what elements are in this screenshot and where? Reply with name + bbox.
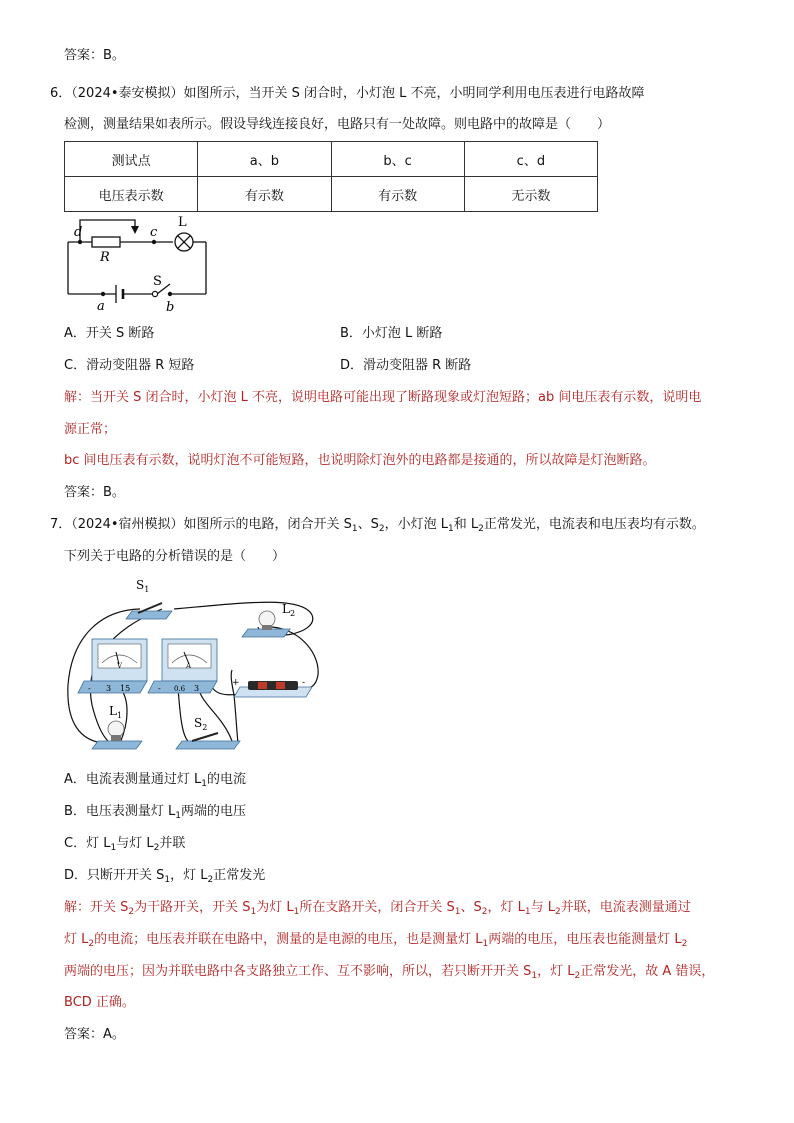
text: 、S: [357, 517, 379, 532]
v-tick-15: 15: [120, 684, 131, 693]
text: 灯 L: [64, 932, 89, 947]
q6-circuit-diagram: [60, 212, 220, 316]
subscript: 1: [250, 907, 257, 917]
q6-solution-line2: 源正常；: [64, 422, 117, 437]
subscript: 2: [478, 524, 484, 534]
subscript: 2: [128, 907, 135, 917]
text: ，小灯泡 L: [384, 517, 449, 532]
text: 正常发光: [213, 868, 266, 883]
subscript: 2: [481, 907, 488, 917]
q7-solution-line3: [64, 962, 714, 982]
subscript: 2: [207, 875, 214, 885]
q6-measurement-table: [64, 141, 598, 212]
subscript: 2: [153, 843, 160, 853]
text: 与灯 L: [116, 836, 154, 851]
table-cell: a、b: [198, 142, 331, 177]
battery-minus: -: [302, 678, 306, 688]
text: A．电流表测量通过灯 L: [64, 772, 202, 787]
battery-plus: +: [232, 678, 240, 688]
label-b: b: [166, 300, 175, 315]
subscript: 1: [293, 907, 300, 917]
q6-stem-line2: 检测，测量结果如表所示。假设导线连接良好，电路只有一处故障。则电路中的故障是（ ）: [64, 117, 611, 132]
q7-solution-line4: BCD 正确。: [64, 995, 135, 1010]
q7-option-c: [64, 834, 185, 854]
text: ，灯 L: [537, 964, 575, 979]
subscript: 2: [681, 939, 688, 949]
table-cell: 无示数: [464, 177, 597, 212]
label-v: V: [117, 662, 123, 670]
subscript: 1: [116, 711, 123, 720]
q6-option-d: D．滑动变阻器 R 断路: [340, 358, 472, 373]
subscript: 1: [175, 811, 182, 821]
label-l1: [109, 704, 122, 720]
voltmeter: [78, 639, 147, 693]
text: 为灯 L: [256, 900, 294, 915]
label-d: d: [74, 225, 83, 240]
text: 7．（2024•宿州模拟）如图所示的电路，闭合开关 S: [50, 517, 352, 532]
subscript: 2: [574, 971, 581, 981]
ammeter: [148, 639, 217, 693]
slider-arrowhead: [131, 226, 139, 234]
q7-option-d: [64, 866, 265, 886]
text: 与 L: [530, 900, 556, 915]
text: S: [194, 716, 203, 730]
subscript: 1: [351, 524, 358, 534]
table-cell: 有示数: [198, 177, 331, 212]
label-s1: [136, 578, 149, 594]
text: ，灯 L: [170, 868, 208, 883]
subscript: 1: [524, 907, 531, 917]
table-cell: c、d: [464, 142, 597, 177]
subscript: 2: [202, 723, 208, 732]
text: C．灯 L: [64, 836, 111, 851]
table-row: [65, 142, 598, 177]
text: B．电压表测量灯 L: [64, 804, 176, 819]
subscript: 2: [378, 524, 385, 534]
table-cell: 有示数: [331, 177, 464, 212]
text: 正常发光，故 A 错误，: [580, 964, 715, 979]
table-cell: 测试点: [65, 142, 198, 177]
text: 并联，电流表测量通过: [560, 900, 691, 915]
subscript: 2: [88, 939, 95, 949]
v-tick-minus: -: [88, 684, 91, 693]
v-tick-3: 3: [106, 684, 112, 693]
text: 正常发光，电流表和电压表均有示数。: [483, 517, 705, 532]
subscript: 1: [144, 585, 150, 594]
subscript: 1: [482, 939, 489, 949]
label-L: L: [178, 215, 187, 230]
q7-stem-line2: 下列关于电路的分析错误的是（ ）: [64, 549, 286, 564]
q6-option-a: A．开关 S 断路: [64, 326, 155, 341]
label-R: R: [100, 250, 110, 265]
label-a-meter: A: [186, 662, 192, 670]
text: 两端的电压: [181, 804, 247, 819]
text: 并联: [159, 836, 186, 851]
text: D．只断开开关 S: [64, 868, 165, 883]
text: S: [136, 578, 145, 592]
table-row: [65, 177, 598, 212]
q6-solution-line3: bc 间电压表有示数，说明灯泡不可能短路，也说明除灯泡外的电路都是接通的，所以故障是灯泡断路。: [64, 453, 656, 468]
text: ，灯 L: [487, 900, 525, 915]
q7-solution-line2: [64, 930, 687, 950]
q7-solution-line1: [64, 898, 691, 918]
text: L: [282, 602, 290, 616]
text: 两端的电压，电压表也能测量灯 L: [488, 932, 682, 947]
subscript: 1: [110, 843, 117, 853]
battery: [232, 678, 312, 697]
q7-answer: 答案：A。: [64, 1027, 125, 1042]
text: 解：开关 S: [64, 900, 129, 915]
subscript: 1: [201, 779, 208, 789]
subscript: 1: [454, 907, 461, 917]
q7-option-a: [64, 770, 246, 790]
label-a: a: [97, 299, 105, 314]
q6-option-c: C．滑动变阻器 R 短路: [64, 358, 195, 373]
table-cell: 电压表示数: [65, 177, 198, 212]
q6-option-b: B．小灯泡 L 断路: [340, 326, 443, 341]
q6-solution-line1: 解：当开关 S 闭合时，小灯泡 L 不亮，说明电路可能出现了断路现象或灯泡短路；ab 间电压表有示数，说明电: [64, 390, 702, 405]
subscript: 1: [164, 875, 171, 885]
text: L: [109, 704, 117, 718]
subscript: 2: [289, 609, 296, 618]
text: 所在支路开关，闭合开关 S: [299, 900, 455, 915]
text: 、S: [460, 900, 482, 915]
subscript: 2: [555, 907, 561, 917]
subscript: 1: [448, 524, 454, 534]
label-c: c: [150, 225, 158, 240]
a-tick-3: 3: [194, 684, 200, 693]
q7-circuit-picture: [62, 575, 328, 760]
text: 两端的电压；因为并联电路中各支路独立工作、互不影响，所以，若只断开开关 S: [64, 964, 532, 979]
q7-option-b: [64, 802, 246, 822]
a-tick-minus: -: [158, 684, 161, 693]
text: 的电流；电压表并联在电路中，测量的是电源的电压，也是测量灯 L: [94, 932, 483, 947]
q7-stem-line1: [50, 515, 705, 535]
prev-answer: 答案：B。: [64, 48, 125, 63]
text: 的电流: [207, 772, 247, 787]
label-s2: [194, 716, 207, 732]
q6-stem-line1: 6．（2024•泰安模拟）如图所示，当开关 S 闭合时，小灯泡 L 不亮，小明同学利用电压表进行电路故障: [50, 86, 645, 101]
a-tick-06: 0.6: [174, 685, 186, 693]
q6-answer: 答案：B。: [64, 485, 125, 500]
text: 为干路开关，开关 S: [134, 900, 251, 915]
text: 和 L: [453, 517, 479, 532]
subscript: 1: [531, 971, 538, 981]
table-cell: b、c: [331, 142, 464, 177]
label-S: S: [153, 274, 162, 289]
